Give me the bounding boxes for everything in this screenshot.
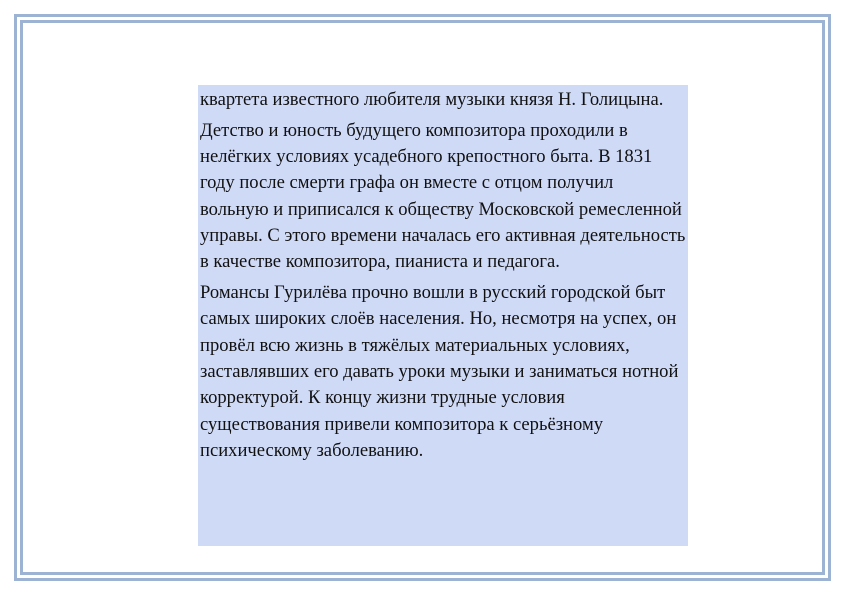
paragraph-1: квартета известного любителя музыки князя Н. Голицына. (200, 89, 664, 110)
paragraph-2: Детство и юность будущего композитора проходили в нелёгких условиях усадебного крепостного быта. В 1831 году после смерти графа он вместе с отцом получил вольную и приписался к обществу Московской ремесленной управы. С этого времени началась его активная деятельность в качестве композитора, пианиста и педагога. (200, 119, 686, 273)
text-box (198, 85, 688, 546)
paragraph-3: Романсы Гурилёва прочно вошли в русский городской быт самых широких слоёв населения. Но, несмотря на успех, он провёл всю жизнь в тяжёлых материальных условиях, заставлявших его давать уроки музыки и заниматься нотной корректурой. К концу жизни трудные условия существования привели композитора к серьёзному психическому заболеванию. (200, 282, 679, 461)
